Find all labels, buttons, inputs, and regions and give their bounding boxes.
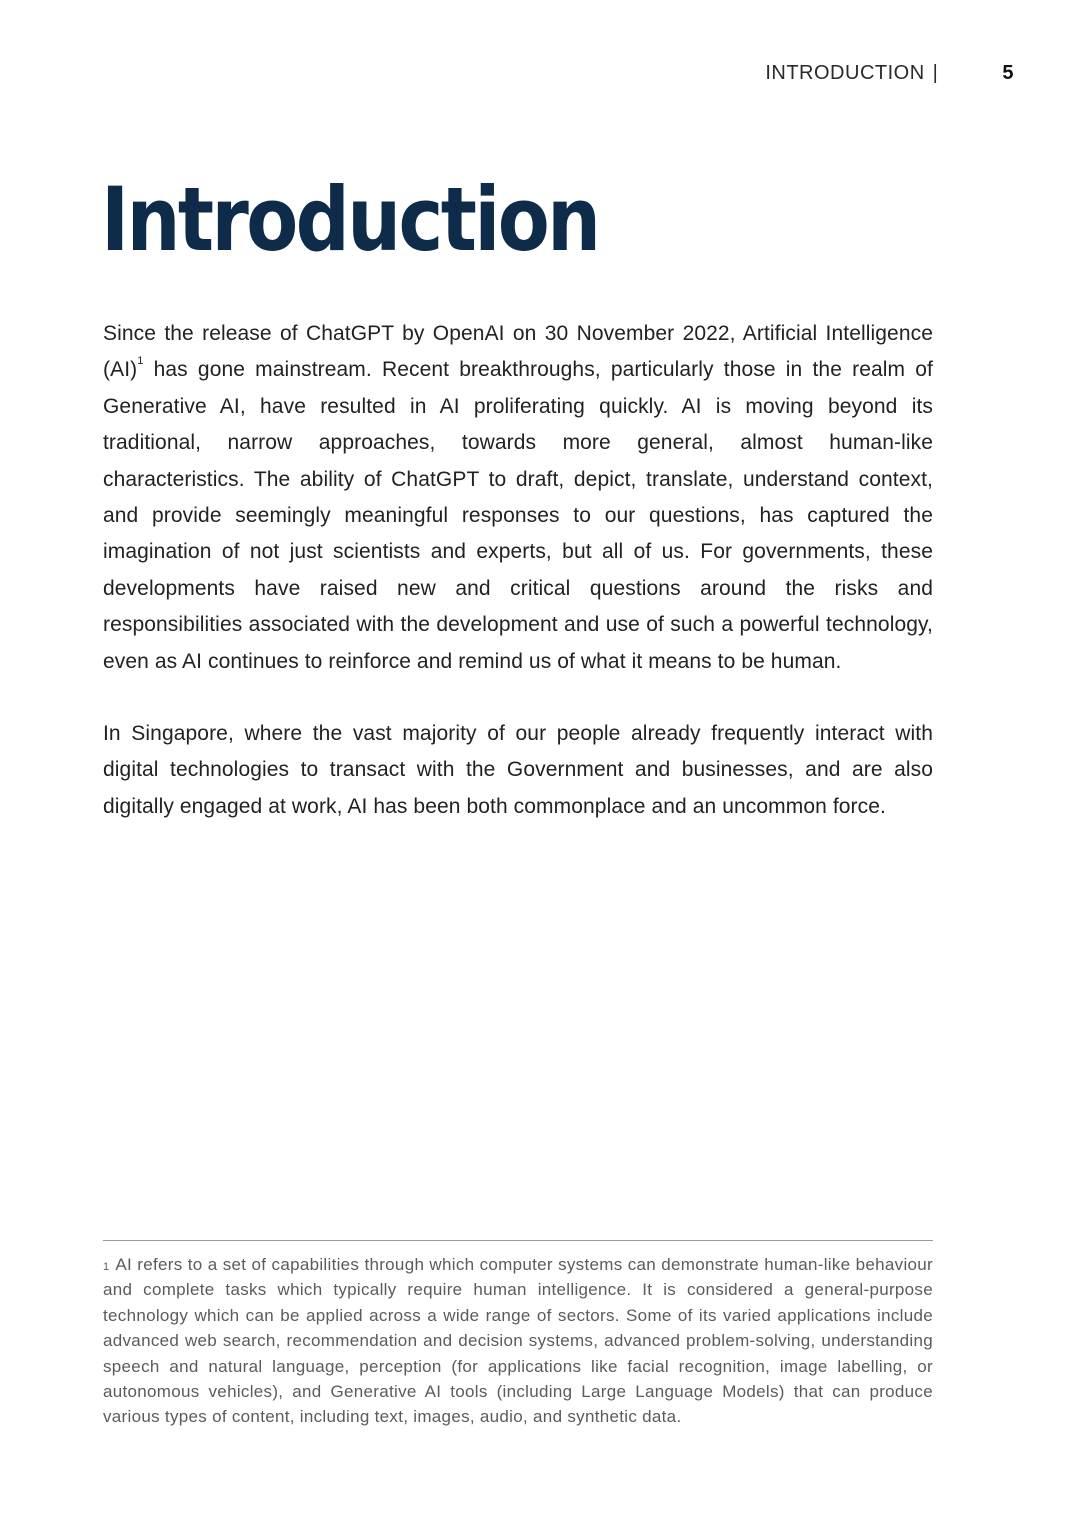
footnote-text: AI refers to a set of capabilities through which computer systems can demonstrate human-like behaviour and complete tasks which typically require human intelligence. It is considered a general-purpose technology which can be applied across a wide range of sectors. Some of its varied applications include advanced web search, recommendation and decision systems, advanced problem-solving, understanding speech and natural language, perception (for applications like facial recognition, image labelling, or autonomous vehicles), and Generative AI tools (including Large Language Models) that can produce various types of content, including text, images, audio, and synthetic data. (103, 1255, 933, 1427)
body-text (103, 316, 933, 861)
footnote (103, 1252, 933, 1430)
footnote-divider (103, 1240, 933, 1241)
running-header (765, 62, 1014, 85)
footnote-marker: 1 (103, 1261, 110, 1273)
paragraph-1-lead: Since the release of ChatGPT by OpenAI on 30 November 2022, Artificial Intelligence (AI) (103, 322, 933, 382)
paragraph-1-rest: has gone mainstream. Recent breakthroughs, particularly those in the realm of Generative AI, have resulted in AI proliferating quickly. AI is moving beyond its traditional, narrow approaches, towards more general, almost human-like characteristics. The ability of ChatGPT to draft, depict, translate, understand context, and provide seemingly meaningful responses to our questions, has captured the imagination of not just scientists and experts, but all of us. For governments, these developments have raised new and critical questions around the risks and responsibilities associated with the development and use of such a powerful technology, even as AI continues to reinforce and remind us of what it means to be human. (103, 358, 933, 673)
footnote-reference: 1 (137, 355, 144, 368)
page-title: Introduction (101, 168, 599, 271)
paragraph-1 (103, 316, 933, 680)
header-section-label: INTRODUCTION (765, 62, 925, 84)
page-number: 5 (1002, 62, 1014, 84)
paragraph-2: In Singapore, where the vast majority of our people already frequently interact with digital technologies to transact with the Government and businesses, and are also digitally engaged at work, AI has been both commonplace and an uncommon force. (103, 722, 933, 818)
header-separator: | (932, 62, 939, 84)
